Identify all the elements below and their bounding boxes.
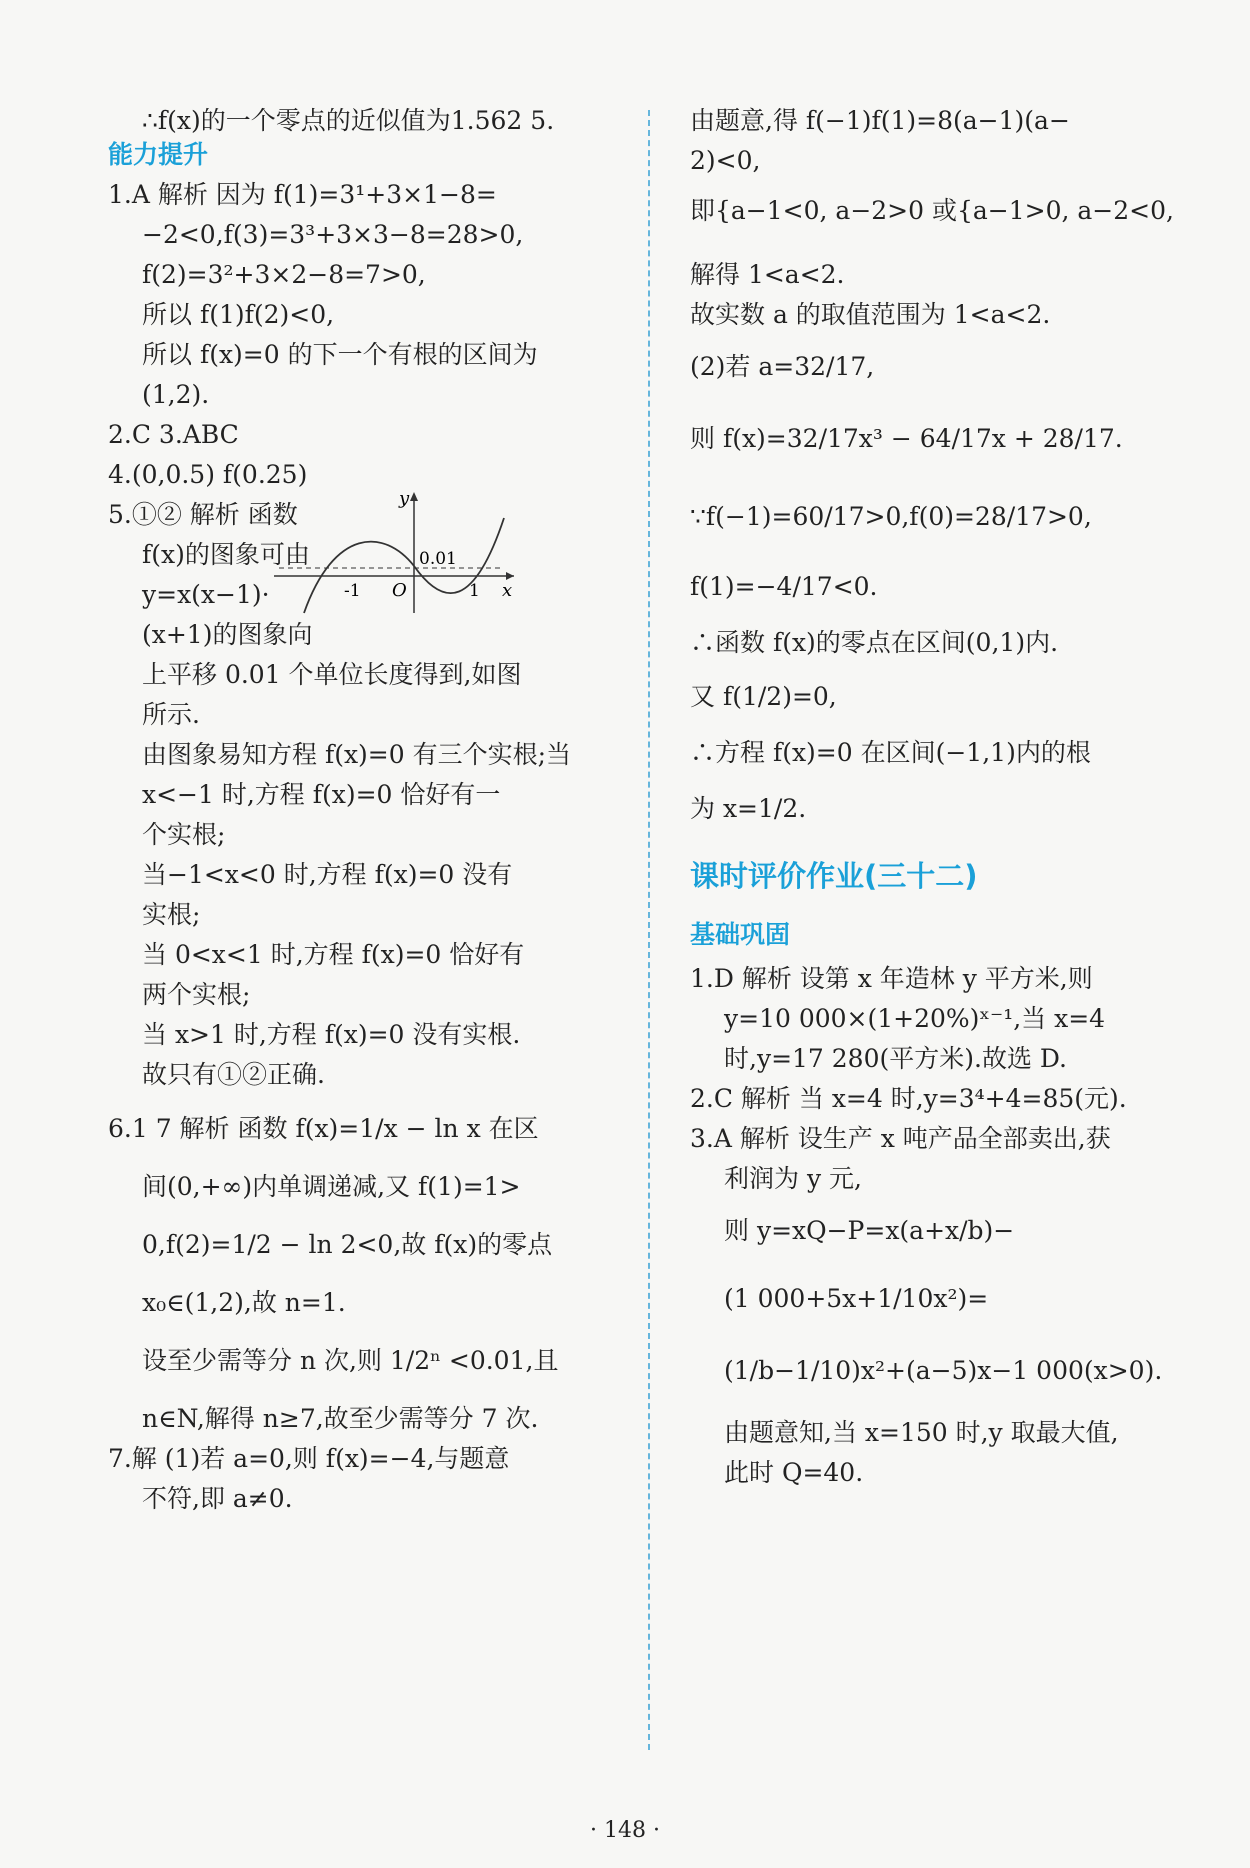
text-line: ∴f(x)的一个零点的近似值为1.562 5. (142, 106, 555, 135)
section-heading: 基础巩固 (690, 920, 791, 949)
offset-label: 0.01 (419, 549, 457, 569)
text-line: x<−1 时,方程 f(x)=0 恰好有一 (142, 780, 501, 809)
text-line: f(x)的图象可由 (142, 540, 310, 569)
text-line: 由图象易知方程 f(x)=0 有三个实根;当 (142, 740, 572, 769)
text-line: 又 f(1/2)=0, (690, 682, 837, 711)
section-heading: 能力提升 (108, 140, 209, 169)
text-line: 时,y=17 280(平方米).故选 D. (724, 1044, 1067, 1073)
text-line: 3.A 解析 设生产 x 吨产品全部卖出,获 (690, 1124, 1111, 1153)
text-line: 不符,即 a≠0. (142, 1484, 293, 1513)
text-line: 设至少需等分 n 次,则 1/2ⁿ <0.01,且 (142, 1346, 559, 1375)
column-divider (648, 110, 650, 1750)
text-line: 解得 1<a<2. (690, 260, 845, 289)
text-line: 当 0<x<1 时,方程 f(x)=0 恰好有 (142, 940, 525, 969)
text-line: 此时 Q=40. (724, 1458, 864, 1487)
x-axis-arrow (506, 572, 514, 580)
text-line: 5.①② 解析 函数 (108, 500, 298, 529)
section-heading: 课时评价作业(三十二) (690, 859, 978, 893)
function-graph (264, 488, 524, 618)
text-line: 2)<0, (690, 146, 761, 175)
text-line: 2.C 解析 当 x=4 时,y=3⁴+4=85(元). (690, 1084, 1127, 1113)
text-line: (1,2). (142, 380, 210, 409)
text-line: 所以 f(x)=0 的下一个有根的区间为 (142, 340, 538, 369)
text-line: 两个实根; (142, 980, 251, 1009)
text-line: 即{a−1<0, a−2>0 或{a−1>0, a−2<0, (690, 196, 1174, 225)
text-line: (1 000+5x+1/10x²)= (724, 1284, 989, 1313)
text-line: 4.(0,0.5) f(0.25) (108, 460, 308, 489)
text-line: 由题意知,当 x=150 时,y 取最大值, (724, 1418, 1119, 1447)
text-line: 由题意,得 f(−1)f(1)=8(a−1)(a− (690, 106, 1070, 135)
text-line: 当 x>1 时,方程 f(x)=0 没有实根. (142, 1020, 521, 1049)
text-line: −2<0,f(3)=3³+3×3−8=28>0, (142, 220, 524, 249)
y-label: y (399, 488, 410, 509)
text-line: 1.D 解析 设第 x 年造林 y 平方米,则 (690, 964, 1093, 993)
text-line: f(1)=−4/17<0. (690, 572, 878, 601)
text-line: 所示. (142, 700, 200, 729)
text-line: 为 x=1/2. (690, 794, 807, 823)
text-line: y=10 000×(1+20%)ˣ⁻¹,当 x=4 (724, 1004, 1106, 1033)
text-line: y=x(x−1)· (142, 580, 270, 609)
neg-one-label: -1 (344, 581, 361, 601)
text-line: (1/b−1/10)x²+(a−5)x−1 000(x>0). (724, 1356, 1163, 1385)
text-line: n∈N,解得 n≥7,故至少需等分 7 次. (142, 1404, 539, 1433)
origin-label: O (392, 580, 407, 601)
text-line: 7.解 (1)若 a=0,则 f(x)=−4,与题意 (108, 1444, 510, 1473)
text-line: 2.C 3.ABC (108, 420, 239, 449)
text-line: ∵f(−1)=60/17>0,f(0)=28/17>0, (690, 502, 1092, 531)
text-line: x₀∈(1,2),故 n=1. (142, 1288, 346, 1317)
page-number: · 148 · (590, 1818, 660, 1843)
text-line: 间(0,+∞)内单调递减,又 f(1)=1> (142, 1172, 521, 1201)
text-line: 则 y=xQ−P=x(a+x/b)− (724, 1216, 1015, 1245)
text-line: (x+1)的图象向 (142, 620, 313, 649)
text-line: (2)若 a=32/17, (690, 352, 875, 381)
text-line: 实根; (142, 900, 201, 929)
text-line: 当−1<x<0 时,方程 f(x)=0 没有 (142, 860, 513, 889)
text-line: 故只有①②正确. (142, 1060, 325, 1089)
text-line: 所以 f(1)f(2)<0, (142, 300, 335, 329)
y-axis-arrow (410, 492, 418, 501)
text-line: ∴函数 f(x)的零点在区间(0,1)内. (690, 628, 1059, 657)
text-line: 1.A 解析 因为 f(1)=3¹+3×1−8= (108, 180, 497, 209)
text-line: 利润为 y 元, (724, 1164, 862, 1193)
text-line: f(2)=3²+3×2−8=7>0, (142, 260, 426, 289)
text-line: 6.1 7 解析 函数 f(x)=1/x − ln x 在区 (108, 1114, 539, 1143)
text-line: 上平移 0.01 个单位长度得到,如图 (142, 660, 522, 689)
text-line: 故实数 a 的取值范围为 1<a<2. (690, 300, 1051, 329)
text-line: 则 f(x)=32/17x³ − 64/17x + 28/17. (690, 424, 1123, 453)
x-label: x (502, 580, 513, 601)
one-label: 1 (469, 581, 480, 601)
text-line: ∴方程 f(x)=0 在区间(−1,1)内的根 (690, 738, 1091, 767)
text-line: 个实根; (142, 820, 226, 849)
text-line: 0,f(2)=1/2 − ln 2<0,故 f(x)的零点 (142, 1230, 553, 1259)
